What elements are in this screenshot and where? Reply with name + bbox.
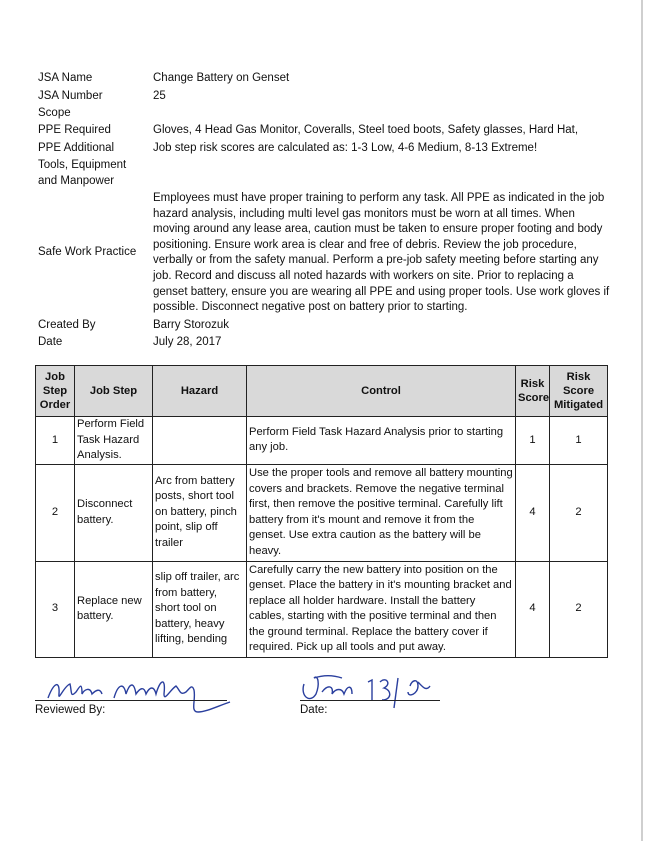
cell-job-step: Replace new battery.	[75, 561, 153, 657]
cell-job-step: Perform Field Task Hazard Analysis.	[75, 417, 153, 465]
cell-order: 2	[36, 464, 75, 561]
jsa-number-label: JSA Number	[38, 90, 103, 102]
cell-control: Use the proper tools and remove all battery mounting covers and brackets. Remove the negative terminal first, then remove the positive terminal. Carefully lift battery from it's mount and remove it from the genset. Use extra caution as the battery will be heavy.	[247, 464, 516, 561]
ppe-additional-value: Job step risk scores are calculated as: 1-3 Low, 4-6 Medium, 8-13 Extreme!	[153, 142, 538, 154]
cell-risk-score: 4	[516, 464, 550, 561]
cell-risk-score: 4	[516, 561, 550, 657]
cell-control: Carefully carry the new battery into position on the genset. Place the battery in it's mounting bracket and replace all holder hardware. Install the battery cables, starting with the positive terminal and then the ground terminal. Replace the battery cover if required. Pick up all tools and put away.	[247, 561, 516, 657]
cell-risk-mitigated: 2	[550, 464, 608, 561]
reviewed-by-label: Reviewed By:	[35, 704, 106, 716]
header-control: Control	[247, 366, 516, 417]
ppe-required-value: Gloves, 4 Head Gas Monitor, Coveralls, Steel toed boots, Safety glasses, Hard Hat,	[153, 124, 579, 136]
cell-order: 1	[36, 417, 75, 465]
table-row	[36, 417, 608, 465]
cell-control: Perform Field Task Hazard Analysis prior to starting any job.	[247, 417, 516, 465]
cell-risk-mitigated: 1	[550, 417, 608, 465]
cell-job-step: Disconnect battery.	[75, 464, 153, 561]
date-value: July 28, 2017	[153, 336, 222, 348]
date-label: Date	[38, 336, 63, 348]
table-row	[36, 561, 608, 657]
cell-hazard: slip off trailer, arc from battery, short tool on battery, heavy lifting, bending	[153, 561, 247, 657]
header-hazard: Hazard	[153, 366, 247, 417]
created-by-label: Created By	[38, 319, 96, 331]
tools-label-line2: and Manpower	[38, 175, 115, 187]
reviewed-by-line	[35, 700, 227, 701]
created-by-value: Barry Storozuk	[153, 319, 230, 331]
tools-label-line1: Tools, Equipment	[38, 159, 127, 171]
cell-risk-mitigated: 2	[550, 561, 608, 657]
cell-risk-score: 1	[516, 417, 550, 465]
jsa-name-label: JSA Name	[38, 72, 93, 84]
table-header-row	[36, 366, 608, 417]
header-risk-score: Risk Score	[516, 366, 550, 417]
header-job-step: Job Step	[75, 366, 153, 417]
header-job-step-order: Job Step Order	[36, 366, 75, 417]
date-line	[300, 700, 440, 701]
table-row	[36, 464, 608, 561]
cell-hazard	[153, 417, 247, 465]
signoff-date-label: Date:	[300, 704, 328, 716]
scope-label: Scope	[38, 107, 71, 119]
header-risk-score-mitigated: Risk Score Mitigated	[550, 366, 608, 417]
ppe-additional-label: PPE Additional	[38, 142, 115, 154]
cell-hazard: Arc from battery posts, short tool on battery, pinch point, slip off trailer	[153, 464, 247, 561]
safe-work-practice-label: Safe Work Practice	[38, 246, 137, 258]
safe-work-practice-text: Employees must have proper training to perform any task. All PPE as indicated in the job hazard analysis, including multi level gas monitors must be worn at all times. When moving around any lease area, caution must be taken to ensure proper footing and body positioning. Ensure work area is clear and free of debris. Review the job procedure, verbally or from the safety manual. Perform a pre-job safety meeting before starting any job. Record and discuss all noted hazards with workers on site. Prior to replacing a genset battery, ensure you are wearing all PPE and using proper tools. Use work gloves if possible. Disconnect negative post on battery prior to starting.	[153, 192, 610, 314]
scan-edge	[641, 0, 643, 841]
job-steps-table	[35, 365, 608, 658]
cell-order: 3	[36, 561, 75, 657]
ppe-required-label: PPE Required	[38, 124, 111, 136]
jsa-number-value: 25	[153, 90, 166, 102]
jsa-name-value: Change Battery on Genset	[153, 72, 290, 84]
